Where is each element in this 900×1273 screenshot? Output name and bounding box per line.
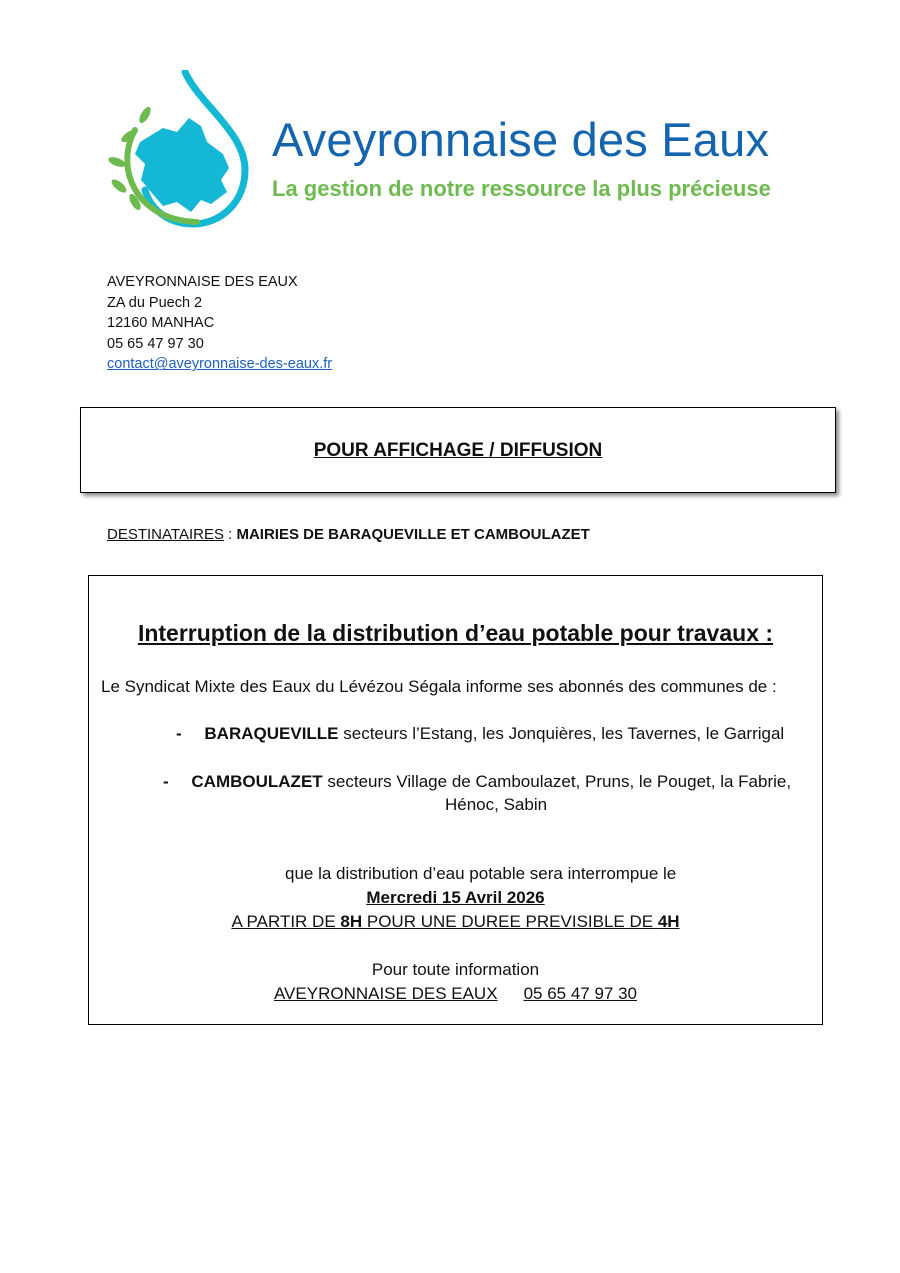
commune-sectors: secteurs l’Estang, les Jonquières, les Tavernes, le Garrigal [338,724,785,743]
contact-phone: 05 65 47 97 30 [523,984,638,1003]
sender-address [107,272,332,375]
duration-hours: 4H [657,912,680,931]
posting-title: POUR AFFICHAGE / DIFFUSION [313,440,603,461]
contact-line [89,984,822,1004]
address-phone: 05 65 47 97 30 [107,335,204,352]
commune-sectors-continued: Hénoc, Sabin [445,795,548,814]
info-label: Pour toute information [371,960,540,979]
list-bullet: - [163,772,169,791]
date-value: Mercredi 15 Avril 2026 [366,888,545,907]
duration-middle: POUR UNE DUREE PREVISIBLE DE [362,912,658,931]
posting-box [80,407,836,493]
brand-tagline: La gestion de notre ressource la plus précieuse [272,176,771,201]
notice-box [88,575,823,1025]
recipients-value: MAIRIES DE BARAQUEVILLE ET CAMBOULAZET [236,526,590,543]
list-item [176,724,784,744]
recipients-line [107,526,590,543]
commune-name: CAMBOULAZET [191,772,323,791]
water-drop-map-icon [105,70,255,230]
recipients-label: DESTINATAIRES [107,526,224,543]
list-bullet: - [176,724,182,743]
start-hour: 8H [340,912,363,931]
interruption-date [89,888,822,908]
interruption-text: que la distribution d’eau potable sera interrompue le [285,864,677,883]
logo [105,70,805,230]
notice-title: Interruption de la distribution d’eau potable pour travaux : [137,620,774,646]
address-city: 12160 MANHAC [107,315,215,332]
commune-name: BARAQUEVILLE [204,724,339,743]
duration-prefix: A PARTIR DE [231,912,341,931]
email-link[interactable]: contact@aveyronnaise-des-eaux.fr [107,356,333,373]
address-street: ZA du Puech 2 [107,294,203,311]
duration-line [89,912,822,932]
brand-title: Aveyronnaise des Eaux [272,113,770,166]
contact-name: AVEYRONNAISE DES EAUX [273,984,498,1003]
list-item [163,772,791,792]
commune-sectors: secteurs Village de Camboulazet, Pruns, le Pouget, la Fabrie, [322,772,792,791]
recipients-separator: : [223,526,237,543]
address-name: AVEYRONNAISE DES EAUX [107,274,298,290]
notice-intro: Le Syndicat Mixte des Eaux du Lévézou Ségala informe ses abonnés des communes de : [101,677,777,696]
